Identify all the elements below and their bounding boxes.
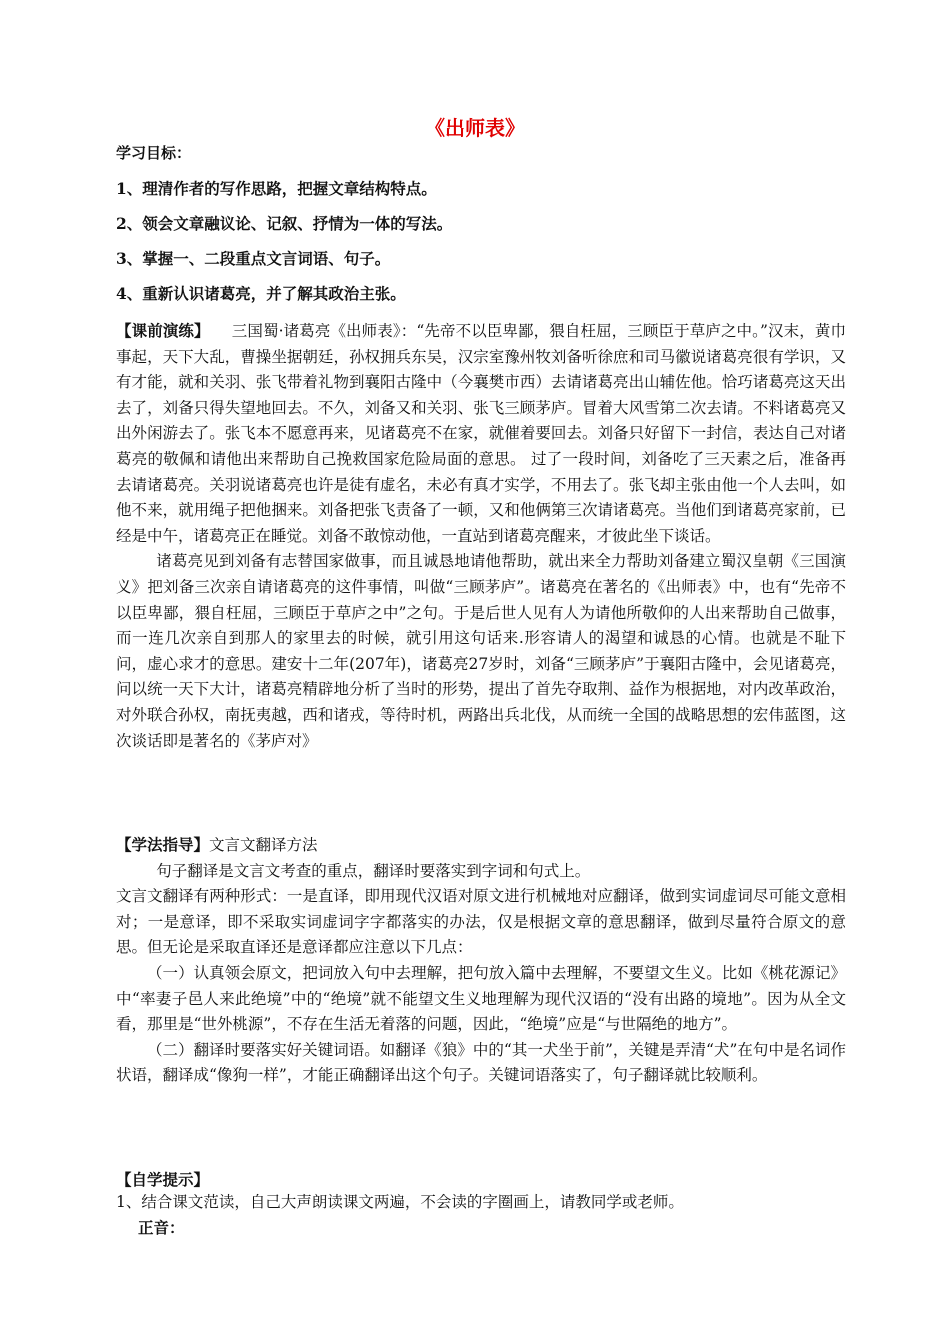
method-paragraph-2: 文言文翻译有两种形式：一是直译，即用现代汉语对原文进行机械地对应翻译，做到实词虚词尽可能文意相对；一是意译，即不采取实词虚词字字都落实的办法，仅是根据文章的意思翻译，做到尽量符合原文的意思。但无论是采取直译还是意译都应注意以下几点： (116, 887, 846, 957)
method-paragraph-3: （一）认真领会原文，把词放入句中去理解，把句放入篇中去理解，不要望文生义。比如《桃花源记》中“率妻子邑人来此绝境”中的“绝境”就不能望文生义地理解为现代汉语的“没有出路的境地”。因为从全文看，那里是“世外桃源”，不存在生活无着落的问题，因此，“绝境”应是“与世隔绝的地方”。 (116, 963, 846, 1034)
preview-tag: 【课前演练】 (116, 321, 210, 340)
method-section (116, 832, 846, 1089)
pronunciation-label: 正音： (138, 1218, 185, 1237)
selfstudy-tag: 【自学提示】 (116, 1170, 210, 1189)
method-paragraph-4: （二）翻译时要落实好关键词语。如翻译《狼》中的“其一犬坐于前”，关键是弄清“犬”在句中是名词作状语，翻译成“像狗一样”，才能正确翻译出这个句子。关键词语落实了，句子翻译就比较顺利。 (116, 1040, 846, 1085)
preview-paragraph-2: 诸葛亮见到刘备有志替国家做事，而且诚恳地请他帮助，就出来全力帮助刘备建立蜀汉皇朝《三国演义》把刘备三次亲自请诸葛亮的这件事情，叫做“三顾茅庐”。诸葛亮在著名的《出师表》中，也有“先帝不以臣卑鄙，猥自枉屈，三顾臣于草庐之中”之句。于是后世人见有人为请他所敬仰的人出来帮助自己做事，而一连几次亲自到那人的家里去的时候，就引用这句话来.形容请人的渴望和诚恳的心情。也就是不耻下问，虚心求才的意思。建安十二年(207年)，诸葛亮27岁时，刘备“三顾茅庐”于襄阳古隆中，会见诸葛亮，问以统一天下大计，诸葛亮精辟地分析了当时的形势，提出了首先夺取荆、益作为根据地，对内改革政治，对外联合孙权，南抚夷越，西和诸戎，等待时机，两路出兵北伐，从而统一全国的战略思想的宏伟蓝图，这次谈话即是著名的《茅庐对》 (116, 552, 846, 750)
document-title: 《出师表》 (425, 116, 525, 140)
preview-text-1: 三国蜀·诸葛亮《出师表》：“先帝不以臣卑鄙，猥自枉屈，三顾臣于草庐之中。”汉末，黄巾事起，天下大乱，曹操坐据朝廷，孙权拥兵东吴，汉宗室豫州牧刘备听徐庶和司马徽说诸葛亮很有学识，又有才能，就和关羽、张飞带着礼物到襄阳古隆中（今襄樊市西）去请诸葛亮出山辅佐他。恰巧诸葛亮这天出去了，刘备只得失望地回去。不久，刘备又和关羽、张飞三顾茅庐。冒着大风雪第二次去请。不料诸葛亮又出外闲游去了。张飞本不愿意再来，见诸葛亮不在家，就催着要回去。刘备只好留下一封信，表达自己对诸葛亮的敬佩和请他出来帮助自己挽救国家危险局面的意思。 过了一段时间，刘备吃了三天素之后，准备再去请诸葛亮。关羽说诸葛亮也许是徒有虚名，未必有真才实学，不用去了。张飞却主张由他一个人去叫，如他不来，就用绳子把他捆来。刘备把张飞责备了一顿，又和他俩第三次请诸葛亮。当他们到诸葛亮家前，已经是中午，诸葛亮正在睡觉。刘备不敢惊动他，一直站到诸葛亮醒来，才彼此坐下谈话。 (116, 322, 846, 545)
method-subtitle: 文言文翻译方法 (209, 836, 318, 854)
goal-item: 2、领会文章融议论、记叙、抒情为一体的写法。 (116, 214, 453, 233)
selfstudy-item-1: 1、结合课文范读，自己大声朗读课文两遍，不会读的字圈画上，请教同学或老师。 (116, 1193, 684, 1211)
method-paragraph-1: 句子翻译是文言文考查的重点，翻译时要落实到字词和句式上。 (156, 861, 591, 880)
goal-item: 4、重新认识诸葛亮，并了解其政治主张。 (116, 284, 406, 303)
goals-heading: 学习目标： (116, 144, 192, 162)
preview-paragraph-1 (116, 318, 846, 549)
method-tag: 【学法指导】 (116, 835, 210, 854)
preview-section (116, 318, 846, 754)
goal-item: 3、掌握一、二段重点文言词语、句子。 (116, 249, 391, 268)
method-heading (116, 832, 846, 859)
goal-item: 1、理清作者的写作思路，把握文章结构特点。 (116, 179, 437, 198)
